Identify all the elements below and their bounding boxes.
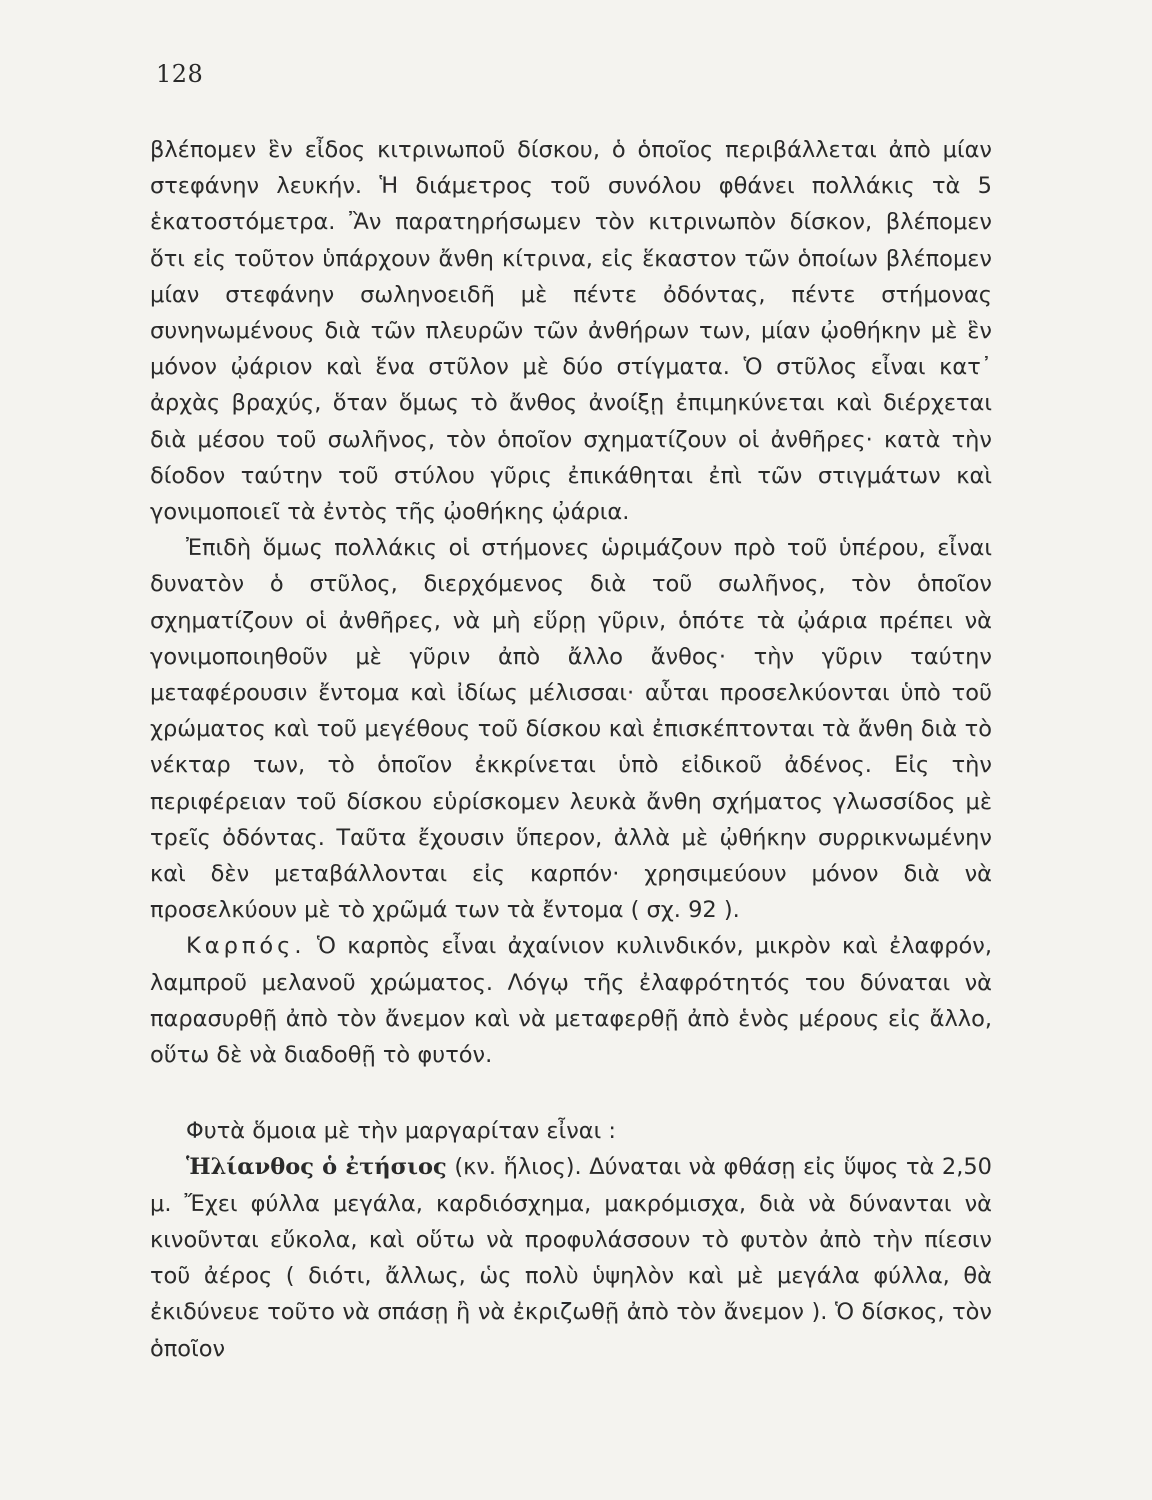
paragraph-sunflower: [150, 1149, 992, 1366]
sunflower-text: (κν. ἥλιος). Δύναται νὰ φθάσῃ εἰς ὕψος τὰ 2,50 μ. Ἔχει φύλλα μεγάλα, καρδιόσχημα, μακρόμισχα, διὰ νὰ δύνανται νὰ κινοῦνται εὔκολα, καὶ οὕτω νὰ προφυλάσσουν τὸ φυτὸν ἀπὸ τὴν πίεσιν τοῦ ἀέρος ( διότι, ἄλλως, ὡς πολὺ ὑψηλὸν καὶ μὲ μεγάλα φύλλα, θὰ ἐκιδύνευε τοῦτο νὰ σπάσῃ ἢ νὰ ἐκριζωθῇ ἀπὸ τὸν ἄνεμον ). Ὁ δίσκος, τὸν ὁποῖον: [150, 1154, 992, 1362]
fruit-heading: Καρπός.: [186, 933, 306, 960]
page-number: 128: [156, 60, 204, 88]
paragraph-fruit: [150, 928, 992, 1073]
paragraph-flower-structure: βλέπομεν ἓν εἶδος κιτρινωποῦ δίσκου, ὁ ὁποῖος περιβάλλεται ἀπὸ μίαν στεφάνην λευκήν. Ἡ διάμετρος τοῦ συνόλου φθάνει πολλάκις τὰ 5 ἑκατοστόμετρα. Ἂν παρατηρήσωμεν τὸν κιτρινωπὸν δίσκον, βλέπομεν ὅτι εἰς τοῦτον ὑπάρχουν ἄνθη κίτρινα, εἰς ἕκαστον τῶν ὁποίων βλέπομεν μίαν στεφάνην σωληνοειδῆ μὲ πέντε ὀδόντας, πέντε στήμονας συνηνωμένους διὰ τῶν πλευρῶν τῶν ἀνθήρων των, μίαν ᾠοθήκην μὲ ἓν μόνον ᾠάριον καὶ ἕνα στῦλον μὲ δύο στίγματα. Ὁ στῦλος εἶναι κατ᾽ ἀρχὰς βραχύς, ὅταν ὅμως τὸ ἄνθος ἀνοίξῃ ἐπιμηκύνεται καὶ διέρχεται διὰ μέσου τοῦ σωλῆνος, τὸν ὁποῖον σχηματίζουν οἱ ἀνθῆρες· κατὰ τὴν δίοδον ταύτην τοῦ στύλου γῦρις ἐπικάθηται ἐπὶ τῶν στιγμάτων καὶ γονιμοποιεῖ τὰ ἐντὸς τῆς ᾠοθήκης ᾠάρια.: [150, 137, 992, 526]
sunflower-heading: Ἡλίανθος ὁ ἐτήσιος: [186, 1154, 447, 1181]
paragraph-pollination: Ἐπιδὴ ὅμως πολλάκις οἱ στήμονες ὡριμάζουν πρὸ τοῦ ὑπέρου, εἶναι δυνατὸν ὁ στῦλος, διερχόμενος διὰ τοῦ σωλῆνος, τὸν ὁποῖον σχηματίζουν οἱ ἀνθῆρες, νὰ μὴ εὕρῃ γῦριν, ὁπότε τὰ ᾠάρια πρέπει νὰ γονιμοποιηθοῦν μὲ γῦριν ἀπὸ ἄλλο ἄνθος· τὴν γῦριν ταύτην μεταφέρουσιν ἔντομα καὶ ἰδίως μέλισσαι· αὗται προσελκύονται ὑπὸ τοῦ χρώματος καὶ τοῦ μεγέθους τοῦ δίσκου καὶ ἐπισκέπτονται τὰ ἄνθη διὰ τὸ νέκταρ των, τὸ ὁποῖον ἐκκρίνεται ὑπὸ εἰδικοῦ ἀδένος. Εἰς τὴν περιφέρειαν τοῦ δίσκου εὑρίσκομεν λευκὰ ἄνθη σχήματος γλωσσίδος μὲ τρεῖς ὀδόντας. Ταῦτα ἔχουσιν ὕπερον, ἀλλὰ μὲ ᾠθήκην συρρικνωμένην καὶ δὲν μεταβάλλονται εἰς καρπόν· χρησιμεύουν μόνον διὰ νὰ προσελκύουν μὲ τὸ χρῶμά των τὰ ἔντομα ( σχ. 92 ).: [150, 535, 992, 924]
paragraph-gap: [150, 1073, 992, 1113]
fruit-text: Ὁ καρπὸς εἶναι ἀχαίνιον κυλινδικόν, μικρὸν καὶ ἐλαφρόν, λαμπροῦ μελανοῦ χρώματος. Λόγῳ τῆς ἐλαφρότητός του δύναται νὰ παρασυρθῇ ἀπὸ τὸν ἄνεμον καὶ νὰ μεταφερθῇ ἀπὸ ἑνὸς μέρους εἰς ἄλλο, οὕτω δὲ νὰ διαδοθῇ τὸ φυτόν.: [150, 933, 993, 1069]
paragraph-similar-plants: Φυτὰ ὅμοια μὲ τὴν μαργαρίταν εἶναι :: [186, 1118, 616, 1145]
